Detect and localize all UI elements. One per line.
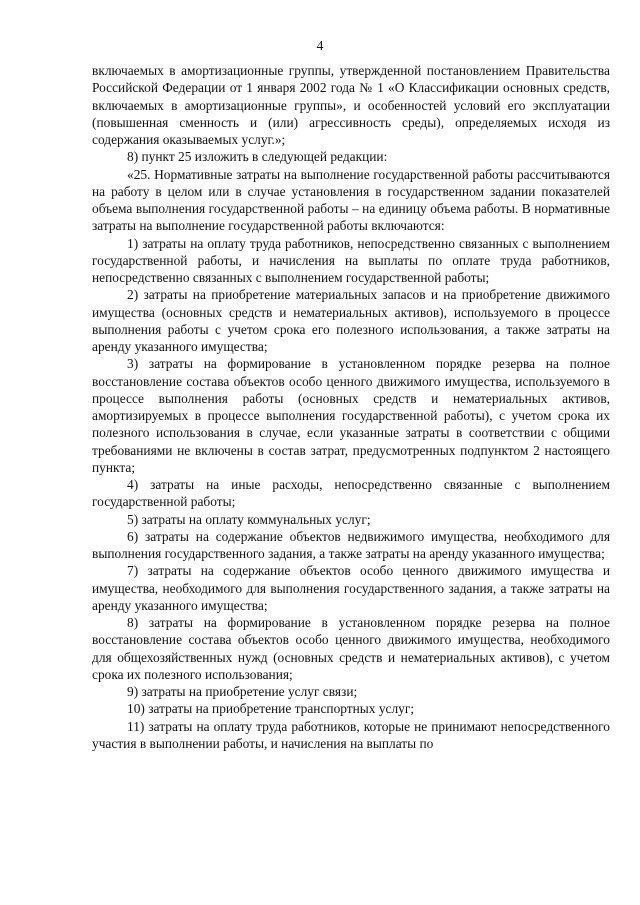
- paragraph: 8) затраты на формирование в установленном порядке резерва на полное восстановление состава объектов особо ценного движимого имущества, необходимого для общехозяйственных нужд (основных средств и нематериальных активов), с учетом срока их полезного использования;: [92, 615, 610, 682]
- paragraph: 1) затраты на оплату труда работников, непосредственно связанных с выполнением государственной работы, и начисления на выплаты по оплате труда работников, непосредственно связанных с выполнением государственной работы;: [92, 235, 610, 285]
- paragraph: 5) затраты на оплату коммунальных услуг;: [127, 511, 371, 527]
- paragraph: 9) затраты на приобретение услуг связи;: [127, 684, 358, 699]
- paragraph: 11) затраты на оплату труда работников, которые не принимают непосредственного участия в выполнении работы, и начисления на выплаты по: [92, 718, 610, 751]
- paragraph: 2) затраты на приобретение материальных запасов и на приобретение движимого имущества (основных средств и нематериальных активов), используемого в процессе выполнения работы с учетом срока его полезного использования, а также затраты на аренду указанного имущества;: [92, 287, 610, 354]
- paragraph: 7) затраты на содержание объектов особо ценного движимого имущества и имущества, необходимого для выполнения государственного задания, а также затраты на аренду указанного имущества;: [92, 563, 610, 613]
- paragraph: 4) затраты на иные расходы, непосредственно связанные с выполнением государственной работы;: [92, 477, 610, 510]
- paragraph: включаемых в амортизационные группы, утвержденной постановлением Правительства Российской Федерации от 1 января 2002 года № 1 «О Классификации основных средств, включаемых в амортизационные группы», и особенностей условий его эксплуатации (повышенная сменность и (или) агрессивность среды), определяемых исходя из содержания оказываемых услуг.»;: [92, 63, 610, 147]
- document-body: [92, 62, 610, 752]
- paragraph: 6) затраты на содержание объектов недвижимого имущества, необходимого для выполнения государственного задания, а также затраты на аренду указанного имущества;: [92, 528, 610, 561]
- paragraph: 8) пункт 25 изложить в следующей редакции:: [127, 149, 388, 165]
- paragraph: 10) затраты на приобретение транспортных услуг;: [127, 701, 415, 717]
- paragraph: «25. Нормативные затраты на выполнение государственной работы рассчитываются на работу в целом или в случае установления в государственном задании показателей объема выполнения государственной работы – на единицу объема работы. В нормативные затраты на выполнение государственной работы включаются:: [92, 166, 610, 234]
- page-number: 4: [316, 38, 324, 53]
- paragraph: 3) затраты на формирование в установленном порядке резерва на полное восстановление состава объектов особо ценного движимого имущества, используемого в процессе выполнения работы (основных средств и нематериальных активов, амортизируемых в процессе выполнения государственной работы), с учетом срока их полезного использования в случае, если указанные затраты в соответствии с общими требованиями не включены в состав затрат, предусмотренных подпунктом 2 настоящего пункта;: [92, 356, 610, 475]
